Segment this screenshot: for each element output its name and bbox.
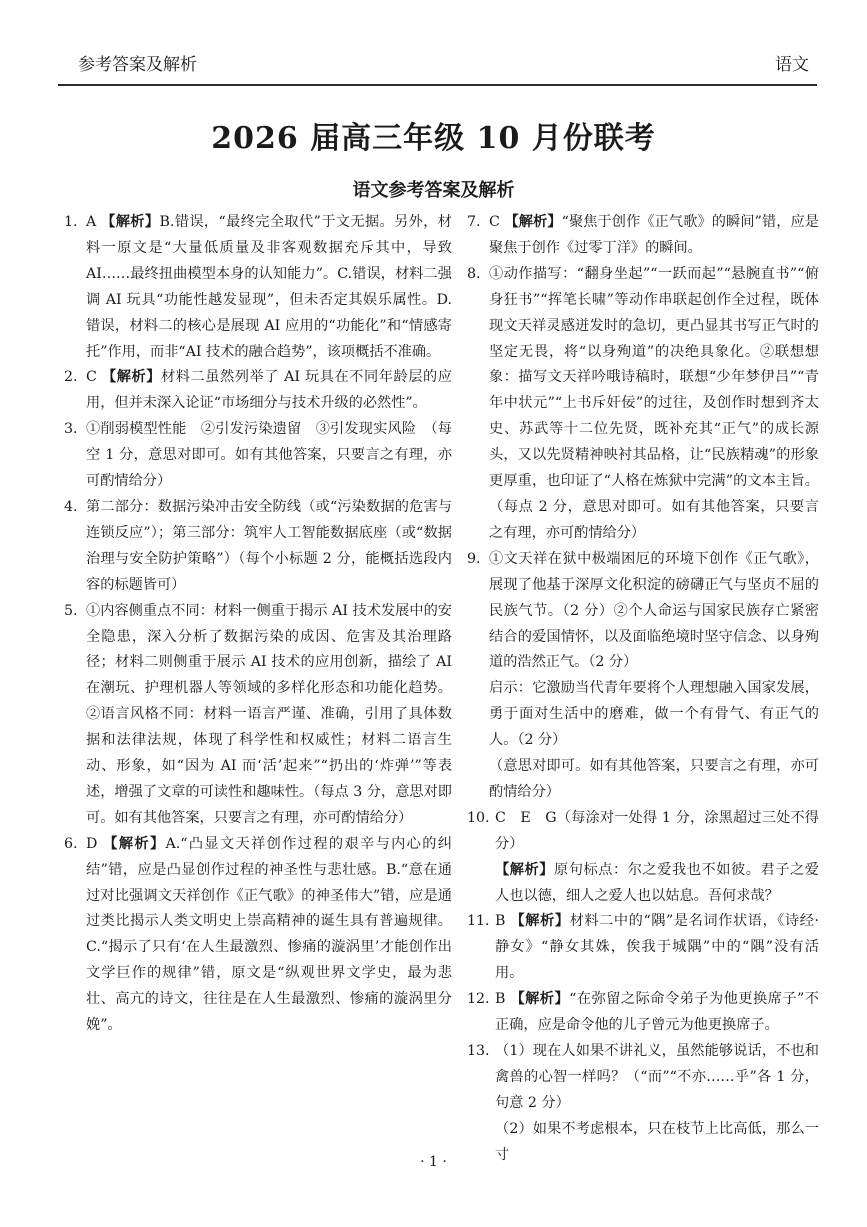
answer-continuation [467,754,819,806]
item-answer: B [495,913,506,930]
item-text: （意思对即可。如有其他答案，只要言之有理，亦可酌情给分） [489,758,819,800]
answer-item [467,909,819,987]
item-text: ①动作描写：“翻身坐起”“一跃而起”“悬腕直书”“俯身狂书”“挥笔长啸”等动作串联起创作全过程，既体现文天祥灵感迸发时的急切，更凸显其书写正气时的坚定无畏，将“以身殉道”的决绝具象化。②联想想象：描写文天祥吟哦诗稿时，联想“少年梦伊吕”“青年中状元”“上书斥奸佞”的过往，及创作时想到齐太史、苏武等十二位先贤，既补充其“正气”的成长源头，又以先贤精神映衬其品格，让“民族精魂”的形象更厚重，也印证了“人格在炼狱中完满”的文本主旨。（每点 2 分，意思对即可。如有其他答案，只要言之有理，亦可酌情给分） [489,265,819,541]
item-number: 3. [64,421,78,438]
item-number: 10. [467,809,490,826]
answer-item [467,1039,819,1117]
analysis-tag: 【解析】 [510,913,570,930]
analysis-tag: 【解析】 [504,214,562,230]
item-text: 启示：它激励当代青年要将个人理想融入国家发展，勇于面对生活中的磨难，做一个有骨气、有正气的人。（2 分） [489,680,819,749]
item-text: ①削弱模型性能 ②引发污染遗留 ③引发现实风险 （每空 1 分，意思对即可。如有其他答案，只要言之有理，亦可酌情给分） [86,421,452,490]
item-number: 9. [467,550,481,567]
page-header [78,54,809,78]
item-text: B.错误，“最终完全取代”于文无据。另外，材料一原文是“大量低质量及非客观数据充斥其中，导致 AI……最终扭曲模型本身的认知能力”。C.错误，材料二强调 AI 玩具“功能性越发显现”，但未否定其娱乐属性。D.错误，材料二的核心是展现 AI 应用的“功能化”和“情感寄托”作用，而非“AI 技术的融合趋势”，该项概括不准确。 [86,214,452,360]
item-number: 13. [467,1043,490,1059]
item-text: 第二部分：数据污染冲击安全防线（或“污染数据的危害与连锁反应”）；第三部分：筑牢人工智能数据底座（或“数据治理与安全防护策略”）（每个小标题 2 分，能概括选段内容的标题皆可） [86,498,452,593]
right-column [467,210,819,1169]
analysis-tag: 【解析】 [101,214,160,230]
answer-continuation [467,676,819,754]
page-subtitle: 语文参考答案及解析 [352,180,515,201]
item-number: 8. [467,265,481,282]
header-divider [58,84,817,86]
page-title: 2026 届高三年级 10 月份联考 [211,121,656,156]
item-answer: C [489,214,500,230]
analysis-tag: 【解析】 [101,369,161,386]
item-answer: A [86,214,97,230]
item-number: 6. [64,835,78,852]
item-text: ①文天祥在狱中极端困厄的环境下创作《正气歌》，展现了他基于深厚文化积淀的磅礴正气与坚贞不屈的民族气节。（2 分）②个人命运与国家民族存亡紧密结合的爱国情怀，以及面临绝境时坚守信念、以身殉道的浩然正气。（2 分） [489,550,819,671]
item-text: “在弥留之际命令弟子为他更换席子”不正确，应是命令他的儿子曾元为他更换席子。 [495,991,819,1034]
item-text: 材料二虽然列举了 AI 玩具在不同年龄层的应用，但并未深入论证“市场细分与技术升级的必然性”。 [86,369,452,412]
page-number: · 1 · [420,1154,447,1170]
item-text: “聚焦于创作《正气歌》的瞬间”错，应是聚焦于创作《过零丁洋》的瞬间。 [489,214,819,256]
item-answer: C [86,369,97,386]
item-number: 5. [64,602,78,619]
item-number: 2. [64,369,78,386]
item-text: 原句标点：尔之爱我也不如彼。君子之爱人也以德，细人之爱人也以姑息。吾何求哉？ [495,861,819,904]
item-number: 1. [64,214,78,230]
answer-item [64,210,452,365]
answer-item [467,547,819,677]
answer-item [467,987,819,1039]
answer-item [467,806,819,858]
item-number: 11. [467,913,490,930]
item-number: 4. [64,498,78,515]
item-number: 7. [467,214,481,230]
left-column [64,210,452,1039]
answer-item [64,495,452,599]
analysis-tag: 【解析】 [510,991,570,1008]
item-answer: D [86,835,98,852]
item-text: ①内容侧重点不同：材料一侧重于揭示 AI 技术发展中的安全隐患，深入分析了数据污染的成因、危害及其治理路径；材料二则侧重于展示 AI 技术的应用创新，描绘了 AI 在潮玩、护理机器人等领域的多样化形态和功能化趋势。②语言风格不同：材料一语言严谨、准确，引用了具体数据和法律法规，体现了科学性和权威性；材料二语言生动、形象，如“因为 AI 而‘活’起来”“扔出的‘炸弹’”等表述，增强了文章的可读性和趣味性。（每点 3 分，意思对即可。如有其他答案，只要言之有理，亦可酌情给分） [86,602,452,826]
answer-item [64,417,452,495]
header-left-label: 参考答案及解析 [78,55,197,75]
item-text: （1）现在人如果不讲礼义，虽然能够说话，不也和禽兽的心智一样吗？（“而”“不亦……乎”各 1 分，句意 2 分） [495,1043,819,1111]
header-subject-label: 语文 [775,55,809,75]
item-text: 材料二中的“隅”是名词作状语，《诗经·静女》“静女其姝，俟我于城隅”中的“隅”没有活用。 [495,913,819,982]
item-number: 12. [467,991,490,1008]
item-text: A.“凸显文天祥创作过程的艰辛与内心的纠结”错，应是凸显创作过程的神圣性与悲壮感。B.“意在通过对比强调文天祥创作《正气歌》的神圣伟大”错，应是通过类比揭示人类文明史上崇高精神的诞生具有普遍规律。C.“揭示了只有‘在人生最激烈、惨痛的漩涡里’才能创作出文学巨作的规律”错，原文是“纵观世界文学史，最为悲壮、高亢的诗文，往往是在人生最激烈、惨痛的漩涡里分娩”。 [86,835,452,1034]
answer-item [467,262,819,547]
answer-item [64,832,452,1039]
answer-item [64,365,452,417]
item-text: （2）如果不考虑根本，只在枝节上比高低，那么一寸 [495,1120,819,1163]
analysis-tag: 【解析】 [495,861,555,878]
item-answer: B [495,991,506,1008]
answer-continuation [467,858,819,910]
answer-item [64,599,452,832]
analysis-tag: 【解析】 [103,835,166,852]
item-text: C E G（每涂对一处得 1 分，涂黑超过三处不得分） [495,809,819,852]
answer-item [467,210,819,262]
